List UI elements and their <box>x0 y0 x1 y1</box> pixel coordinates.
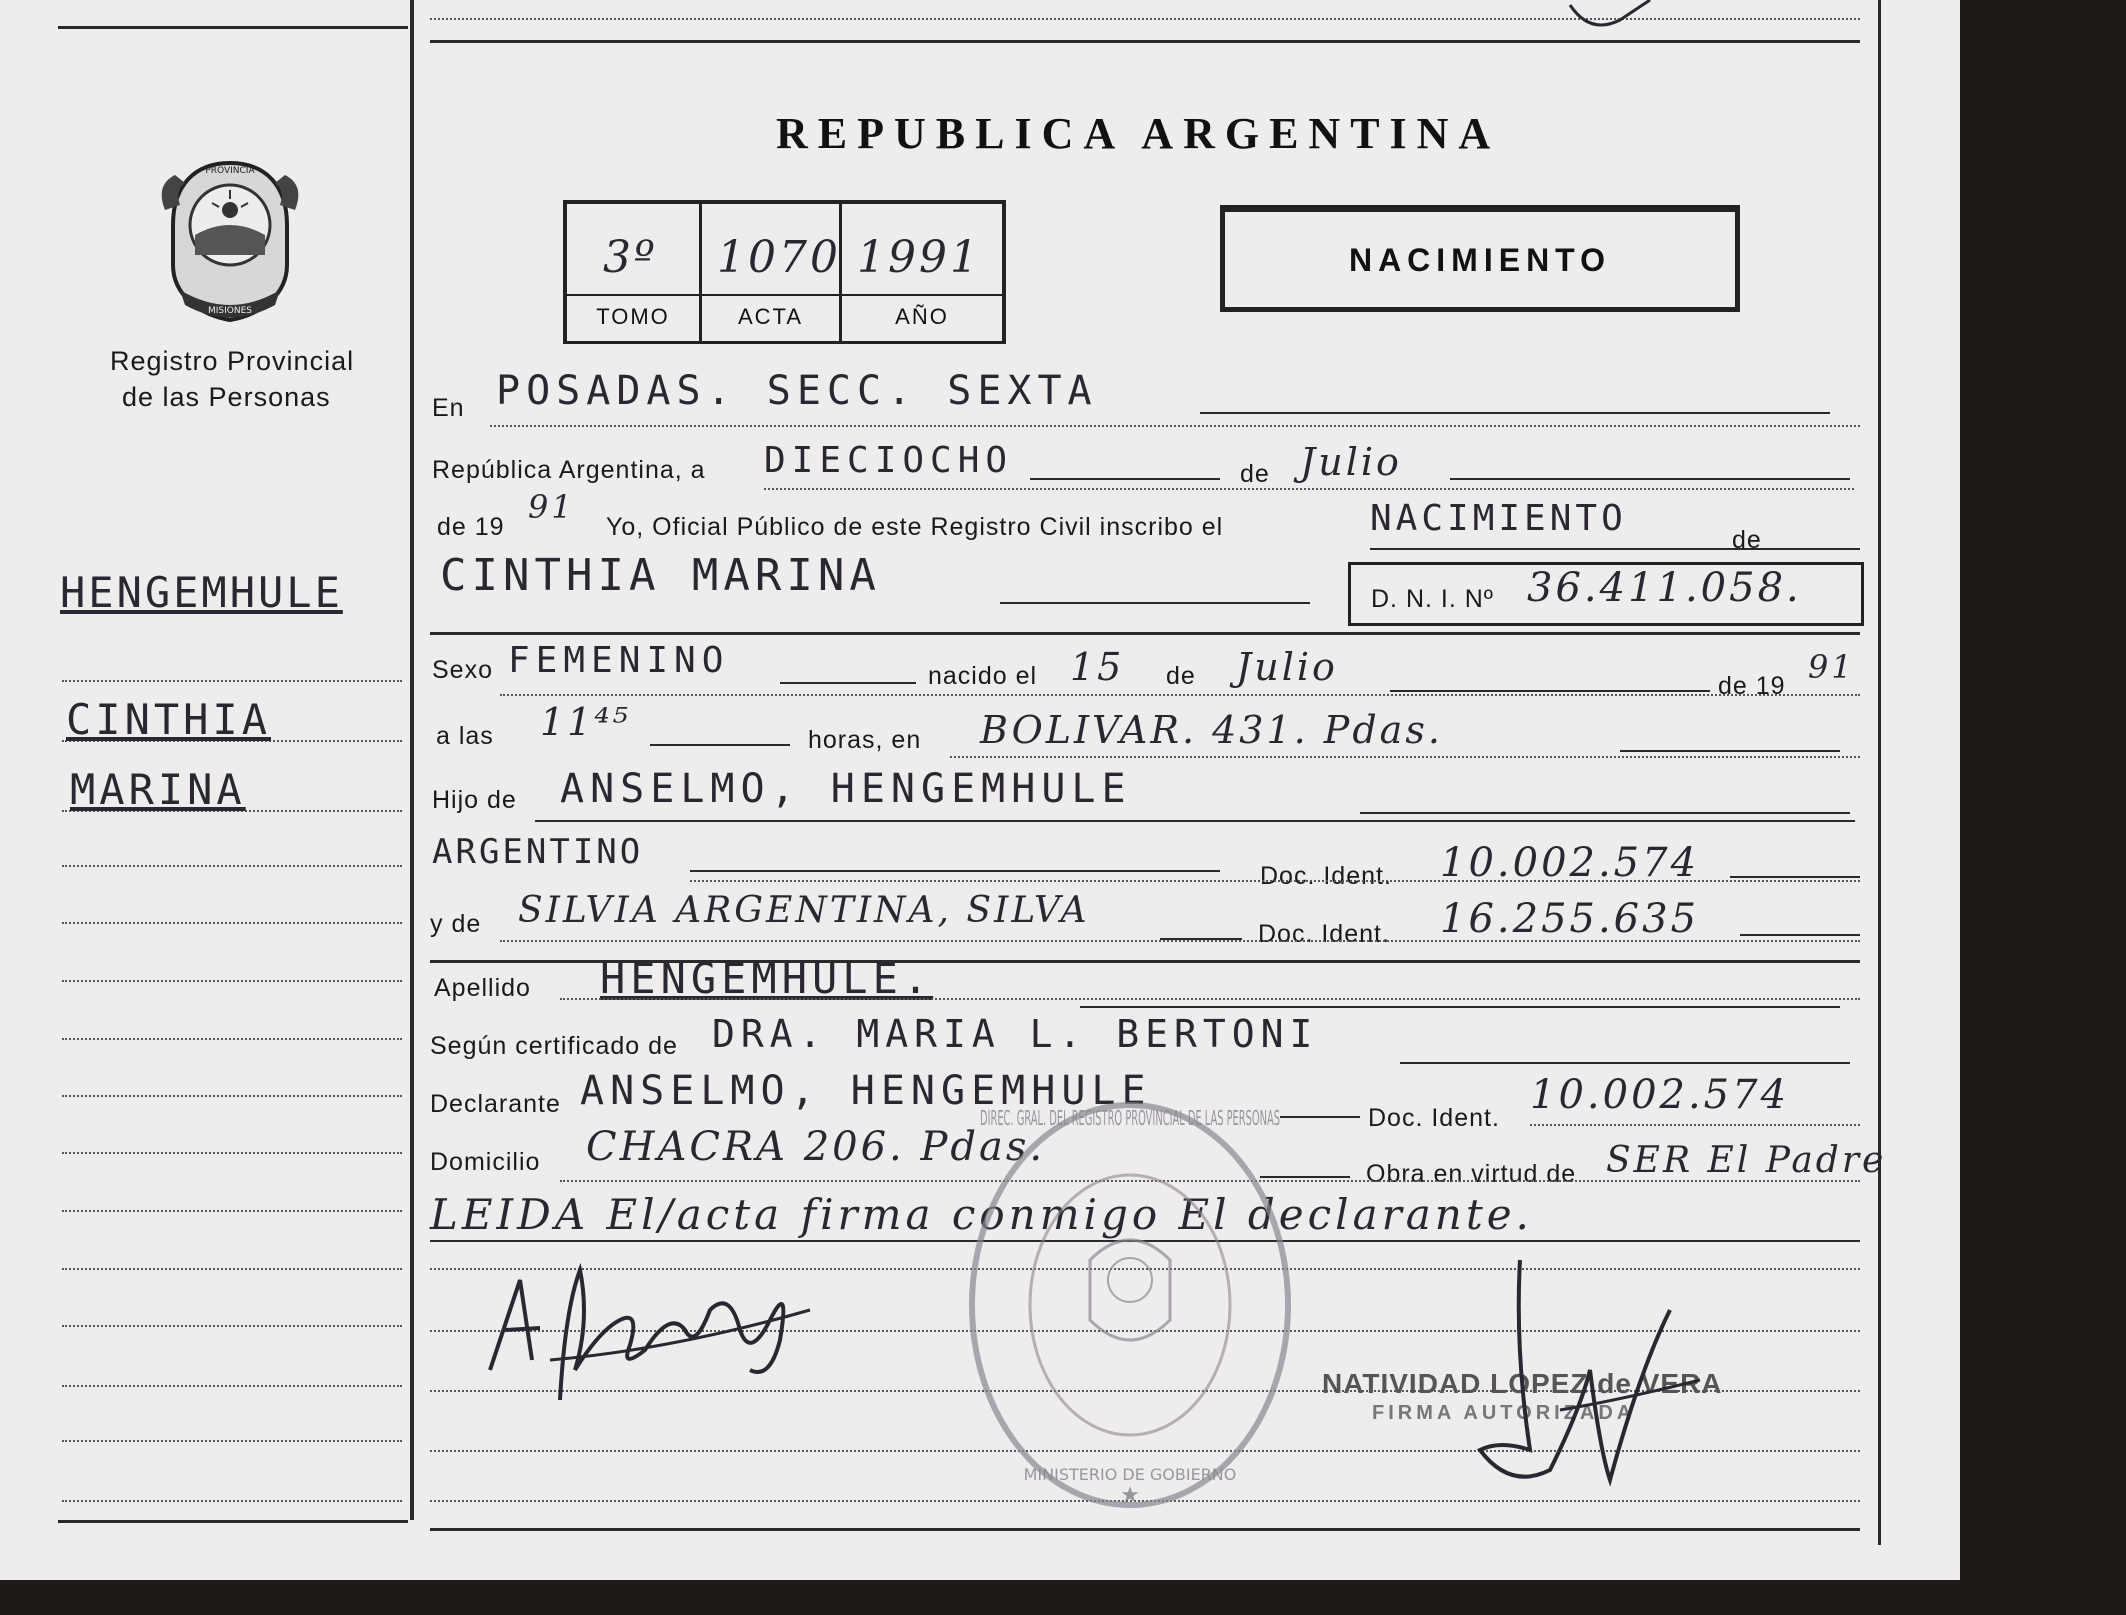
fill-line <box>1390 690 1710 692</box>
margin-line <box>62 1385 402 1387</box>
margin-given-name-1: CINTHIA <box>66 695 272 744</box>
official-stamp <box>960 1090 1300 1520</box>
segun-label: Según certificado de <box>430 1032 678 1060</box>
fill-line <box>1370 548 1860 550</box>
birth-day-value: 15 <box>1070 645 1125 689</box>
declarante-value: ANSELMO, HENGEMHULE <box>580 1068 1152 1114</box>
dni-label: D. N. I. Nº <box>1371 585 1494 613</box>
mother-doc-label: Doc. Ident. <box>1258 920 1390 948</box>
sexo-label: Sexo <box>432 656 493 684</box>
margin-line <box>62 1325 402 1327</box>
fill-line <box>1620 750 1840 752</box>
top-mark <box>1560 0 1660 40</box>
registry-name-line2: de las Personas <box>122 382 331 412</box>
tomo-label: TOMO <box>596 304 670 329</box>
document-type-box <box>1220 205 1740 312</box>
fill-line <box>1080 1006 1840 1008</box>
place-value: BOLIVAR. 431. Pdas. <box>980 708 1443 752</box>
de-label: de <box>1240 460 1270 488</box>
ano-label: AÑO <box>895 304 949 329</box>
margin-line <box>62 1095 402 1097</box>
margin-line <box>62 1268 402 1270</box>
fill-line <box>490 425 1860 427</box>
fill-line <box>560 998 1860 1000</box>
declarante-label: Declarante <box>430 1090 561 1118</box>
event-value: NACIMIENTO <box>1370 498 1627 539</box>
margin-line <box>62 1152 402 1154</box>
margin-line <box>62 922 402 924</box>
obra-value: SER El Padre <box>1606 1140 1887 1181</box>
fill-line <box>1400 1062 1850 1064</box>
margin-line <box>62 680 402 682</box>
fill-line <box>1740 934 1860 936</box>
fill-line <box>1000 602 1310 604</box>
fill-line <box>780 682 916 684</box>
horas-label: horas, en <box>808 726 922 754</box>
de3-label: de <box>1166 662 1196 690</box>
fill-line <box>1360 812 1850 814</box>
certificado-value: DRA. MARIA L. BERTONI <box>712 1012 1319 1056</box>
republica-label: República Argentina, a <box>432 456 706 484</box>
svg-text:★: ★ <box>1120 1482 1140 1507</box>
de19-label: de 19 <box>1718 672 1786 700</box>
birth-year-value: 91 <box>1808 648 1855 686</box>
section-rule <box>430 632 1860 635</box>
en-label: En <box>432 394 465 422</box>
ano-value: 1991 <box>857 232 981 283</box>
sexo-value: FEMENINO <box>508 640 730 681</box>
mother-doc-value: 16.255.635 <box>1440 896 1700 942</box>
mother-value: SILVIA ARGENTINA, SILVA <box>518 890 1090 931</box>
dni-value: 36.411.058. <box>1527 565 1802 611</box>
yde-label: y de <box>430 910 482 938</box>
father-nationality-value: ARGENTINO <box>432 832 644 872</box>
fill-line <box>500 694 1860 696</box>
fill-line <box>535 820 1855 822</box>
official-role: FIRMA AUTORIZADA <box>1372 1402 1636 1424</box>
apellido-value: HENGEMHULE. <box>600 954 934 1003</box>
apellido-label: Apellido <box>434 974 531 1002</box>
domicilio-label: Domicilio <box>430 1148 541 1176</box>
domicilio-value: CHACRA 206. Pdas. <box>586 1124 1046 1170</box>
closing-statement: LEIDA El/acta firma conmigo El declarante. <box>430 1190 1533 1239</box>
fill-line <box>650 744 790 746</box>
record-number-box <box>563 200 1006 344</box>
margin-line <box>62 1210 402 1212</box>
fill-line <box>500 940 1860 942</box>
declarante-doc-label: Doc. Ident. <box>1368 1104 1500 1132</box>
fill-line <box>1450 478 1850 480</box>
margin-line <box>62 1038 402 1040</box>
fill-line <box>1030 478 1220 480</box>
fill-line <box>690 870 1220 872</box>
emblem-top-text: PROVINCIA <box>205 166 255 176</box>
official-name: NATIVIDAD LOPEZ de VERA <box>1322 1368 1723 1399</box>
bottom-rule <box>430 1528 1860 1531</box>
month-value: Julio <box>1300 440 1402 484</box>
nacido-label: nacido el <box>928 662 1038 690</box>
left-bottom-rule <box>58 1520 408 1523</box>
stamp-text: DIREC. GRAL. DEL REGISTRO PROVINCIAL DE LAS PERSONAS <box>980 1106 1280 1130</box>
fill-line <box>950 756 1860 758</box>
hijo-label: Hijo de <box>432 786 517 814</box>
obra-label: Obra en virtud de <box>1366 1160 1577 1188</box>
dni-box <box>1348 562 1864 626</box>
de2-label: de <box>1732 526 1762 554</box>
margin-given-name-2: MARINA <box>70 765 246 814</box>
acta-label: ACTA <box>737 304 804 329</box>
margin-line <box>62 1500 402 1502</box>
tomo-value: 3º <box>603 232 658 283</box>
margin-line <box>62 980 402 982</box>
fill-line <box>764 488 1854 490</box>
registry-name-line1: Registro Provincial <box>110 346 355 376</box>
declarante-doc-value: 10.002.574 <box>1530 1072 1790 1118</box>
en-value: POSADAS. SECC. SEXTA <box>496 368 1098 414</box>
child-name-value: CINTHIA MARINA <box>440 550 881 601</box>
fill-line <box>1530 1124 1860 1126</box>
left-top-rule <box>58 26 408 29</box>
box-label-rule <box>567 294 1002 296</box>
margin-line <box>62 865 402 867</box>
day-value: DIECIOCHO <box>764 440 1014 481</box>
document-type: NACIMIENTO <box>1348 242 1612 278</box>
official-signature <box>1440 1250 1720 1510</box>
stamp-inner-text: MINISTERIO DE GOBIERNO <box>1023 1465 1237 1484</box>
column-divider <box>410 0 414 1520</box>
margin-line <box>62 1440 402 1442</box>
hour-value: 11⁴⁵ <box>540 700 631 744</box>
top-rule <box>430 40 1860 43</box>
father-doc-value: 10.002.574 <box>1440 840 1700 886</box>
alas-label: a las <box>436 722 494 750</box>
margin-surname: HENGEMHULE <box>60 568 343 617</box>
birth-month-value: Julio <box>1236 645 1338 689</box>
provincial-emblem <box>155 155 305 325</box>
inscribo-text: Yo, Oficial Público de este Registro Civil inscribo el <box>606 513 1224 541</box>
father-doc-label: Doc. Ident. <box>1260 862 1392 890</box>
fill-line <box>690 880 1860 882</box>
father-value: ANSELMO, HENGEMHULE <box>560 766 1132 812</box>
acta-value: 1070 <box>717 232 841 283</box>
year-value: 91 <box>528 488 575 526</box>
right-border <box>1878 0 1881 1545</box>
fill-line <box>1730 876 1860 878</box>
document-title: REPUBLICA ARGENTINA <box>776 109 1501 158</box>
declarant-signature <box>470 1250 850 1430</box>
fill-line <box>1200 412 1830 414</box>
year-prefix: de 19 <box>437 513 505 541</box>
emblem-bottom-text: MISIONES <box>207 306 253 316</box>
